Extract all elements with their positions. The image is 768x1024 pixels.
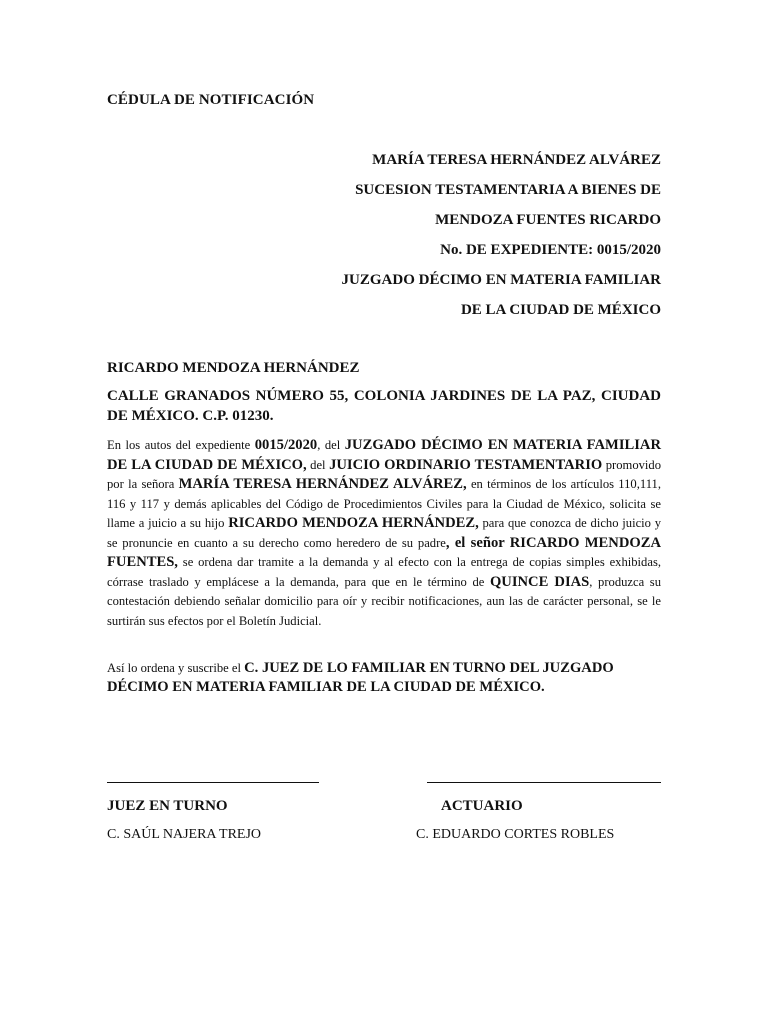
signature-line-judge (107, 782, 319, 783)
signature-name-actuary: C. EDUARDO CORTES ROBLES (416, 827, 615, 842)
recipient-address: CALLE GRANADOS NÚMERO 55, COLONIA JARDINES DE LA PAZ, CIUDAD DE MÉXICO. C.P. 01230. (107, 388, 661, 424)
body-text-segment: promovido por la señora (107, 457, 662, 491)
case-header (342, 150, 661, 330)
order-prefix: Así lo ordena y suscribe el (107, 661, 245, 675)
header-line-decedent: MENDOZA FUENTES RICARDO (435, 212, 661, 228)
trial-type-bold: JUICIO ORDINARIO TESTAMENTARIO (329, 456, 603, 473)
signature-name-judge: C. SAÚL NAJERA TREJO (107, 827, 262, 842)
header-line-city: DE LA CIUDAD DE MÉXICO (460, 302, 661, 318)
notification-body (107, 436, 661, 631)
recipient-bold: RICARDO MENDOZA HERNÁNDEZ, (228, 515, 479, 531)
order-judge-bold: C. JUEZ DE LO FAMILIAR EN TURNO DEL JUZGADO DÉCIMO EN MATERIA FAMILIAR DE LA CIUDAD DE MÉXICO. (107, 660, 614, 695)
header-line-petitioner: MARÍA TERESA HERNÁNDEZ ALVÁREZ (372, 152, 661, 168)
signature-line-actuary (427, 782, 661, 783)
signature-role-judge: JUEZ EN TURNO (107, 798, 228, 814)
deadline-bold: QUINCE DIAS (489, 573, 590, 590)
court-name-bold: JUZGADO DÉCIMO EN MATERIA FAMILIAR DE LA CIUDAD DE MÉXICO, (107, 437, 661, 473)
body-text-segment: en términos de los artículos 110,111, 116 y 117 y demás aplicables del Código de Procedimientos Civiles para la Ciudad de México, solicita se llame a juicio a su hijo (107, 477, 661, 530)
header-line-court: JUZGADO DÉCIMO EN MATERIA FAMILIAR (341, 272, 661, 288)
document-title: CÉDULA DE NOTIFICACIÓN (107, 92, 315, 108)
order-paragraph (107, 659, 661, 697)
header-line-succession: SUCESION TESTAMENTARIA A BIENES DE (355, 182, 661, 198)
file-number-bold: 0015/2020 (254, 437, 318, 453)
body-text-segment: se ordena dar tramite a la demanda y al efecto con la entrega de copias simples exhibidas, córrase traslado y emplácese a la demanda, para que en le término de (107, 555, 661, 589)
signature-role-actuary: ACTUARIO (441, 798, 523, 814)
body-text-segment: , produzca su contestación debiendo señalar domicilio para oír y recibir notificaciones, aun las de carácter personal, se le surtirán sus efectos por el Boletín Judicial. (107, 574, 661, 628)
decedent-bold: , el señor RICARDO MENDOZA FUENTES, (107, 534, 661, 570)
header-line-file-number: No. DE EXPEDIENTE: 0015/2020 (440, 242, 661, 258)
body-text-segment: para que conozca de dicho juicio y se pronuncie en cuanto a su derecho como heredero de su padre (107, 516, 662, 550)
recipient-name: RICARDO MENDOZA HERNÁNDEZ (107, 360, 360, 376)
petitioner-bold: MARÍA TERESA HERNÁNDEZ ALVÁREZ, (178, 476, 467, 492)
body-text-segment: En los autos del expediente (107, 438, 255, 452)
body-text-segment: del (306, 457, 330, 472)
body-text-segment: , del (317, 438, 345, 452)
